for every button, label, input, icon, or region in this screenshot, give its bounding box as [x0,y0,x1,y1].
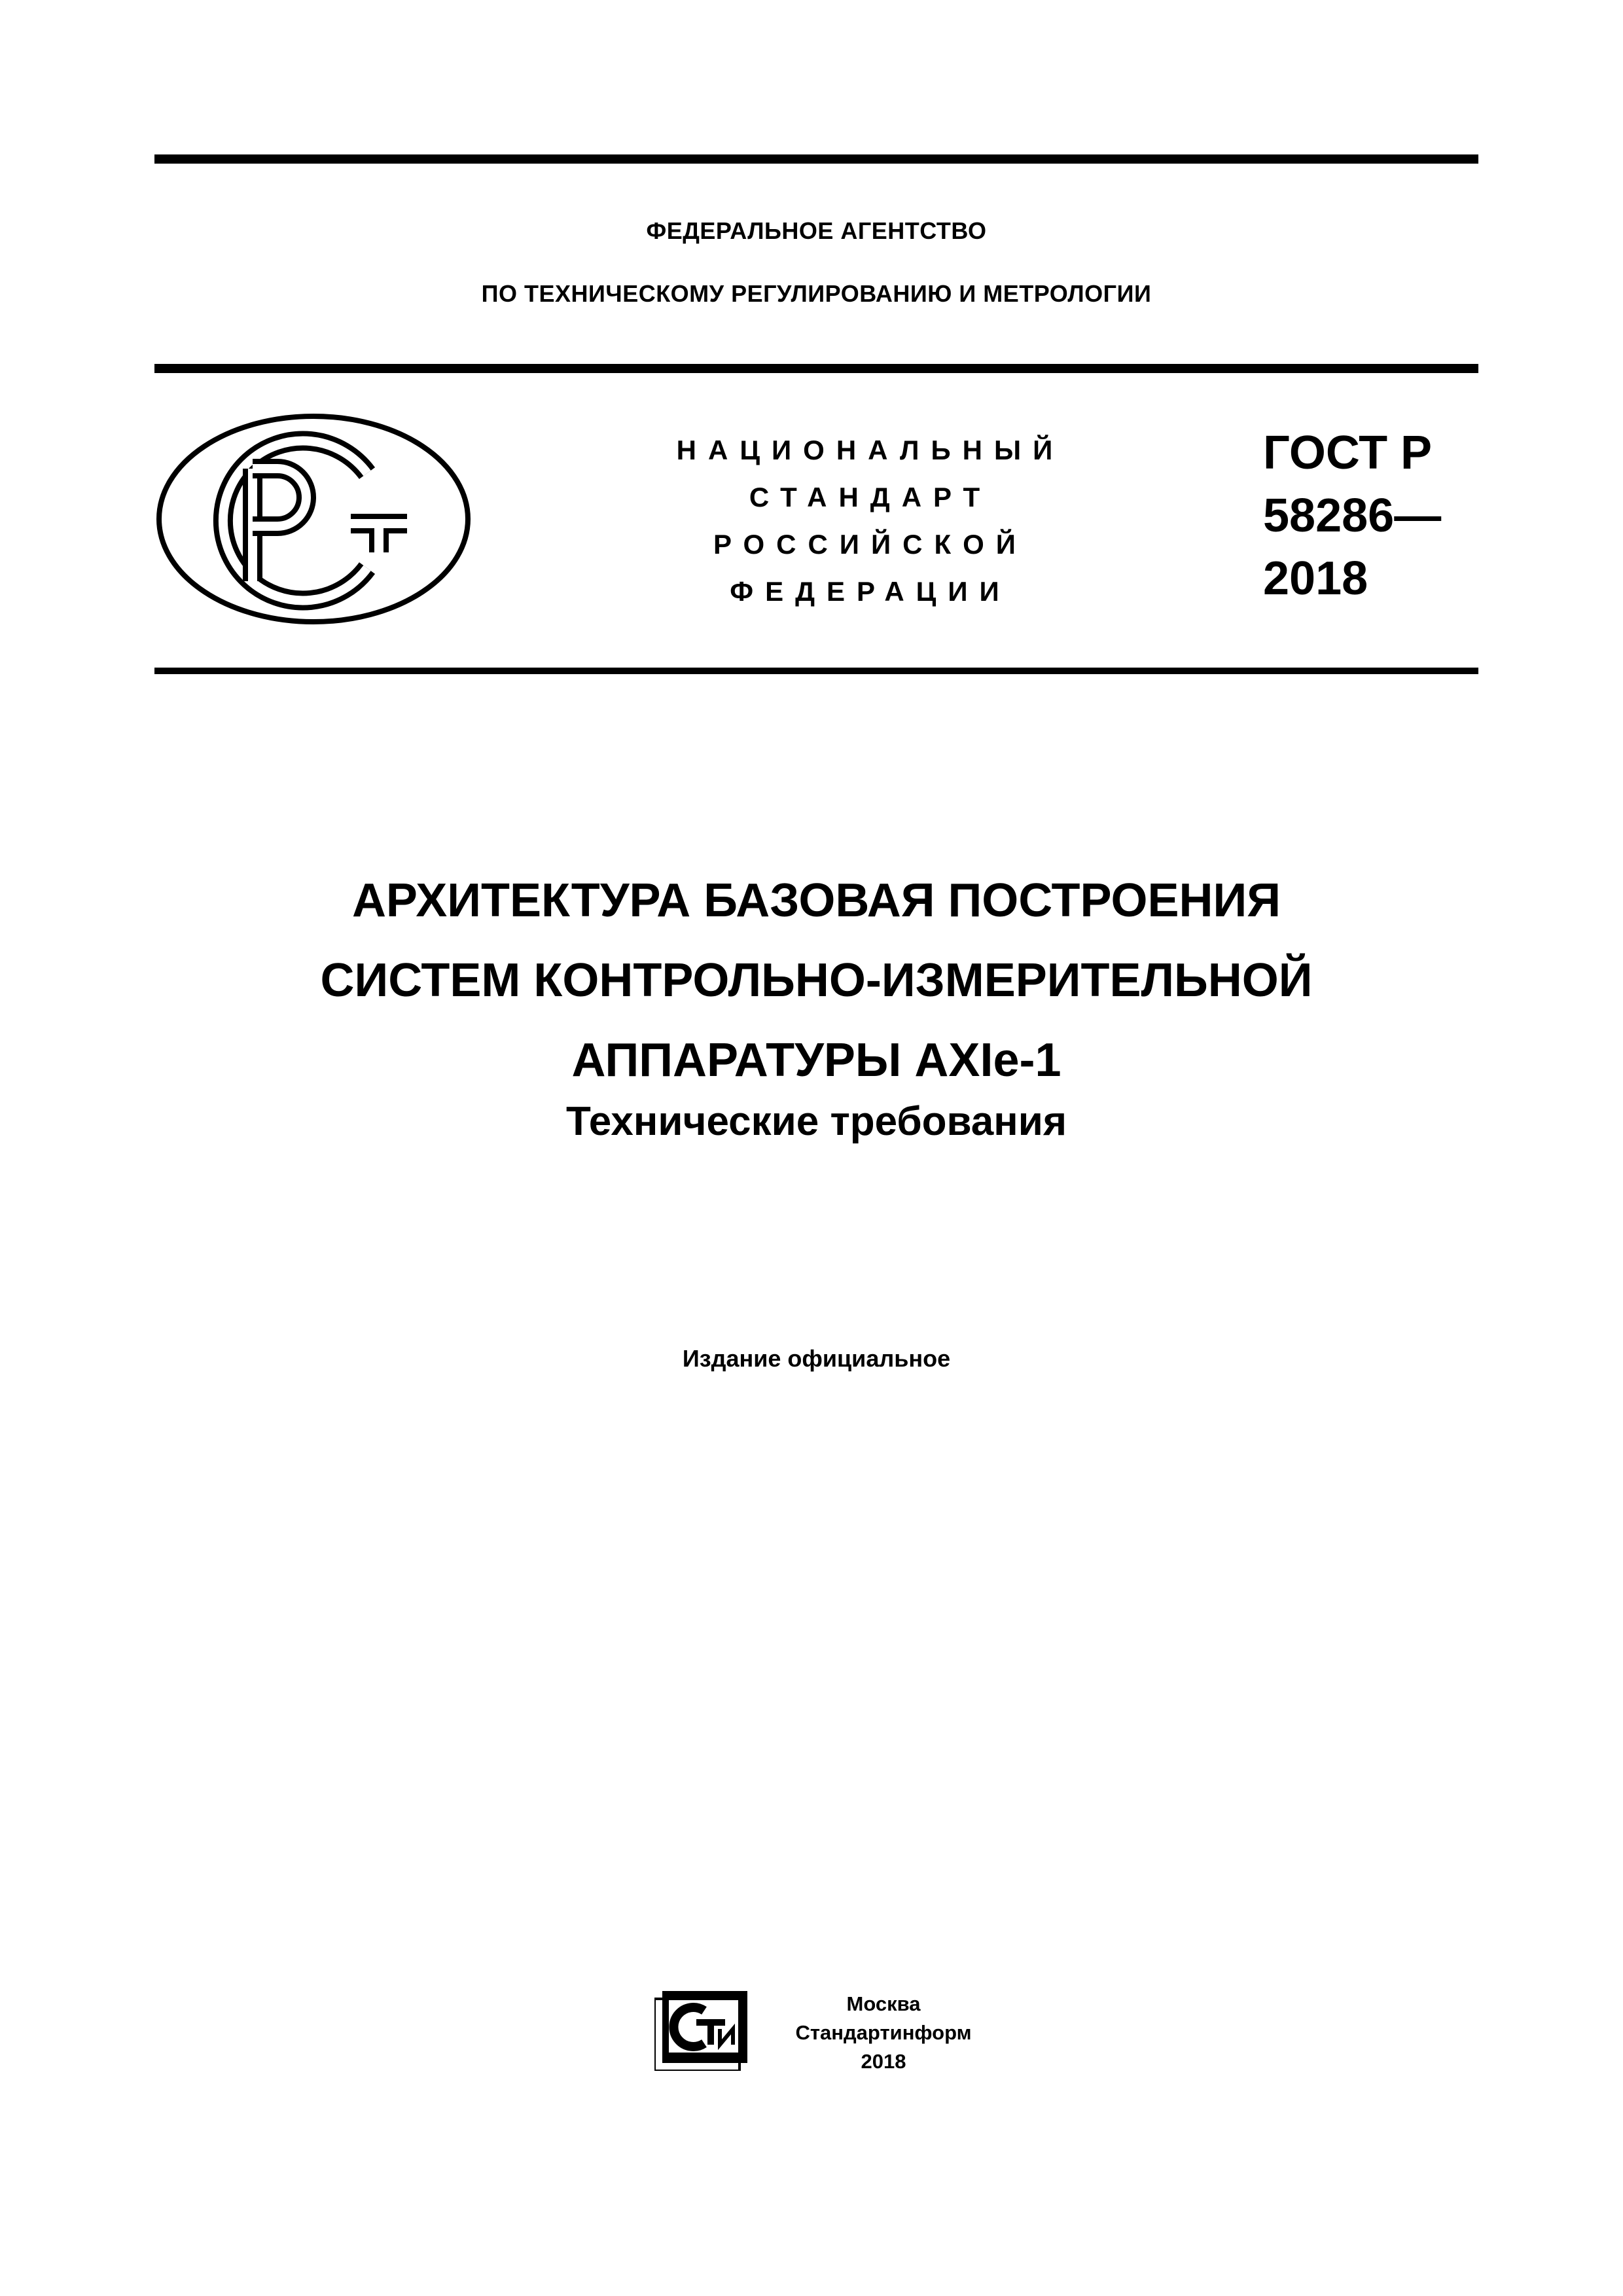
publisher-block [759,1990,1008,2076]
title-line-3: АППАРАТУРЫ AXIe-1 [571,1034,1061,1086]
publisher-year: 2018 [861,2050,906,2073]
top-rule [154,154,1478,164]
standard-type-line-3: РОССИЙСКОЙ [713,529,1027,560]
publisher-name: Стандартинформ [795,2021,972,2044]
agency-line-1: ФЕДЕРАЛЬНОЕ АГЕНТСТВО [646,217,987,244]
standard-designation [1263,422,1441,610]
standard-type-line-4: ФЕДЕРАЦИИ [730,576,1011,607]
emblem-rule [154,668,1478,674]
standard-type-line-2: СТАНДАРТ [749,482,992,512]
designation-line-1: ГОСТ Р [1263,427,1433,479]
document-title [154,861,1478,1100]
designation-line-3: 2018 [1263,552,1368,605]
agency-line-2: ПО ТЕХНИЧЕСКОМУ РЕГУЛИРОВАНИЮ И МЕТРОЛОГИИ [481,280,1152,307]
designation-line-2: 58286— [1263,490,1442,542]
title-line-1: АРХИТЕКТУРА БАЗОВАЯ ПОСТРОЕНИЯ [351,874,1281,927]
standard-type [609,427,1132,615]
standartinform-logo-icon [654,1991,747,2071]
edition-label: Издание официальное [682,1345,951,1372]
rst-emblem-icon [154,411,473,627]
document-subtitle: Технические требования [565,1099,1067,1144]
publisher-city: Москва [846,1992,921,2015]
standard-type-line-1: НАЦИОНАЛЬНЫЙ [676,435,1065,465]
title-line-2: СИСТЕМ КОНТРОЛЬНО-ИЗМЕРИТЕЛЬНОЙ [320,954,1313,1007]
header-rule [154,364,1478,373]
